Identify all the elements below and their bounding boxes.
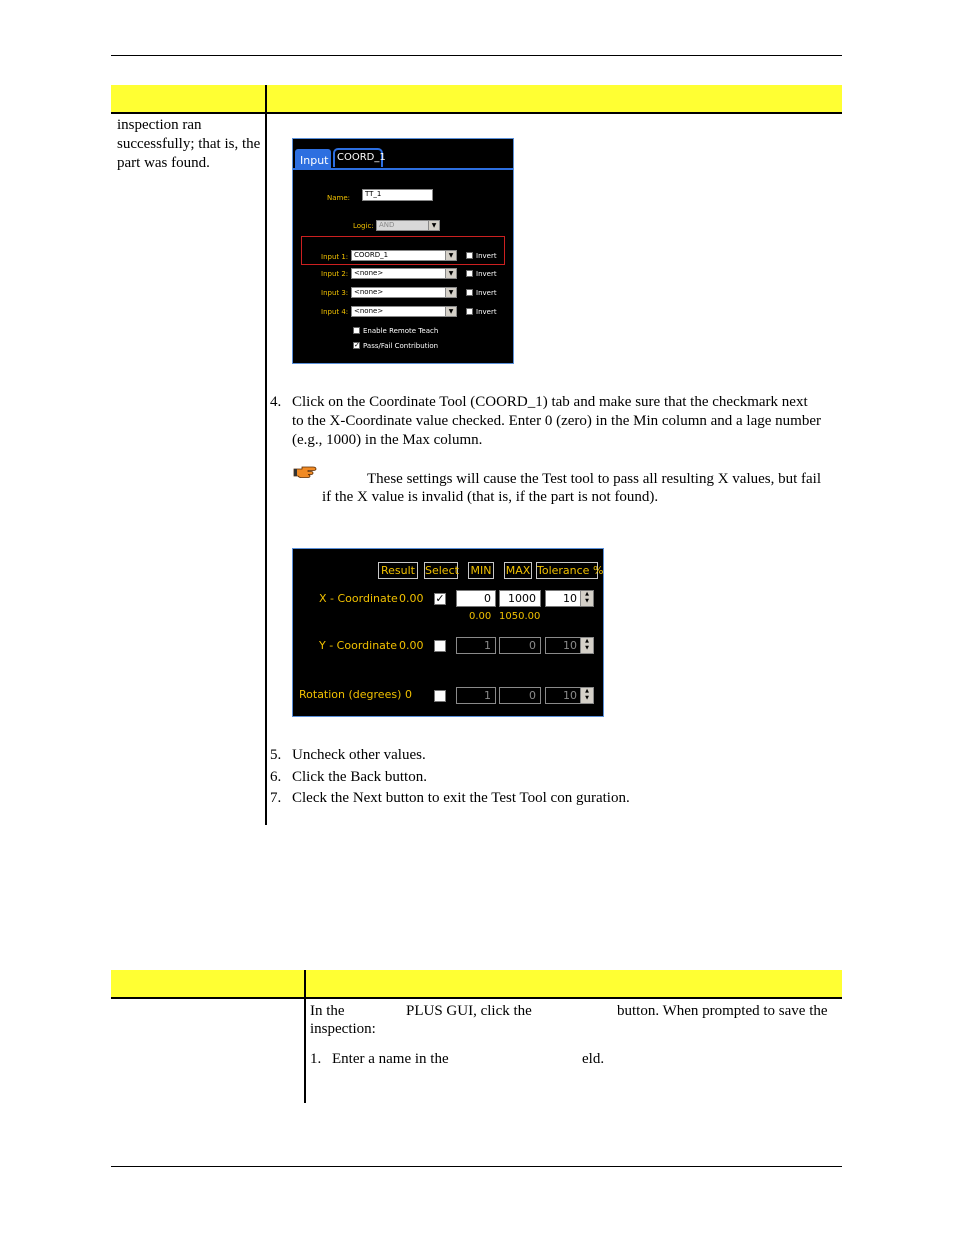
note-line: if the X value is invalid (that is, if the part is not found). — [322, 489, 659, 505]
input-4-invert-checkbox[interactable] — [466, 308, 473, 315]
x-coordinate-current-min: 0.00 — [469, 611, 492, 622]
x-coordinate-result: 0.00 — [399, 592, 424, 605]
table2-step-1-number: 1. — [310, 1051, 322, 1067]
enable-remote-teach-label: Enable Remote Teach — [363, 327, 439, 335]
table2-column-divider — [304, 970, 306, 1103]
x-coordinate-max-input[interactable]: 1000 — [499, 590, 541, 607]
x-coordinate-label: X - Coordinate — [319, 592, 398, 605]
y-coordinate-result: 0.00 — [399, 639, 424, 652]
x-coordinate-tolerance-stepper[interactable] — [545, 590, 594, 607]
select-header[interactable]: Select — [425, 564, 459, 577]
y-coordinate-min-input[interactable]: 1 — [456, 637, 496, 654]
input-1-select[interactable] — [351, 250, 457, 261]
step-4-line: to the X-Coordinate value checked. Enter 0 (zero) in the Min column and a lage number — [292, 413, 821, 429]
coordinate-panel-screenshot — [292, 548, 604, 717]
x-coordinate-current-max: 1050.00 — [499, 611, 541, 622]
table2-text: PLUS GUI, click the — [406, 1003, 532, 1019]
table2-header-divider — [111, 997, 842, 999]
spinner-arrows-icon[interactable]: ▲ ▼ — [580, 591, 593, 606]
table1-header-bar — [111, 85, 842, 112]
input-2-invert-label: Invert — [476, 270, 497, 278]
logic-select-value: AND — [379, 221, 395, 229]
step-4-number: 4. — [270, 394, 282, 410]
step-5-number: 5. — [270, 747, 282, 763]
x-coordinate-select-checkbox[interactable]: ✓ — [435, 592, 445, 605]
rotation-max-input[interactable]: 0 — [499, 687, 541, 704]
step-6-text: Click the Back button. — [292, 769, 427, 785]
min-header[interactable]: MIN — [468, 562, 494, 579]
input-4-select[interactable] — [351, 306, 457, 317]
max-header[interactable]: MAX — [505, 564, 531, 577]
input-3-invert-label: Invert — [476, 289, 497, 297]
table2-text: In the — [310, 1003, 345, 1019]
step-7-number: 7. — [270, 790, 282, 806]
spinner-arrows-icon[interactable]: ▲ ▼ — [580, 688, 593, 703]
pass-fail-label: Pass/Fail Contribution — [363, 342, 439, 350]
y-coordinate-tolerance-stepper[interactable] — [545, 637, 594, 654]
input-2-value: <none> — [354, 269, 384, 277]
input-3-value: <none> — [354, 288, 384, 296]
rotation-tolerance-stepper[interactable] — [545, 687, 594, 704]
table1-header-divider — [111, 112, 842, 114]
rotation-min-input[interactable]: 1 — [456, 687, 496, 704]
input-3-label: Input 3: — [321, 289, 349, 297]
step-4-line: Click on the Coordinate Tool (COORD_1) tab and make sure that the checkmark next — [292, 394, 808, 410]
left-text-line: successfully; that is, the — [117, 136, 261, 152]
chevron-down-icon: ▼ — [445, 251, 456, 260]
tab-coord-1[interactable]: COORD_1 — [333, 148, 383, 167]
tolerance-header[interactable]: Tolerance % — [537, 564, 604, 577]
tab-input[interactable]: Input — [295, 149, 331, 169]
chevron-down-icon: ▼ — [445, 269, 456, 278]
table1-column-divider — [265, 85, 267, 825]
input-1-value: COORD_1 — [354, 251, 389, 259]
chevron-down-icon: ▼ — [445, 307, 456, 316]
logic-select[interactable] — [376, 220, 440, 231]
step-7-text: Cleck the Next button to exit the Test Tool con guration. — [292, 790, 630, 806]
input-1-invert-checkbox[interactable] — [466, 252, 473, 259]
table2-text: inspection: — [310, 1021, 376, 1037]
y-coordinate-max-input[interactable]: 0 — [499, 637, 541, 654]
rotation-result: 0 — [405, 688, 412, 701]
y-coordinate-tolerance-value: 10 — [563, 639, 577, 652]
pass-fail-checkbox[interactable]: ✓ — [354, 341, 360, 349]
input-2-select[interactable] — [351, 268, 457, 279]
input-4-value: <none> — [354, 307, 384, 315]
footer-rule — [111, 1166, 842, 1167]
step-6-number: 6. — [270, 769, 282, 785]
name-label: Name: — [327, 194, 351, 202]
logic-label: Logic: — [353, 222, 374, 230]
input-2-label: Input 2: — [321, 270, 349, 278]
input-panel-screenshot — [292, 138, 514, 364]
header-rule — [111, 55, 842, 56]
table2-text: button. When prompted to save the — [617, 1003, 828, 1019]
rotation-select-checkbox[interactable] — [434, 690, 446, 702]
spinner-arrows-icon[interactable]: ▲ ▼ — [580, 638, 593, 653]
table2-header-bar — [111, 970, 842, 997]
y-coordinate-select-checkbox[interactable] — [434, 640, 446, 652]
input-4-label: Input 4: — [321, 308, 349, 316]
input-4-invert-label: Invert — [476, 308, 497, 316]
chevron-down-icon: ▼ — [428, 221, 439, 230]
enable-remote-teach-checkbox[interactable] — [353, 327, 360, 334]
table2-step-1-text: eld. — [582, 1051, 605, 1067]
input-2-invert-checkbox[interactable] — [466, 270, 473, 277]
name-field[interactable]: TT_1 — [362, 189, 433, 201]
result-header[interactable]: Result — [378, 562, 418, 579]
input-3-invert-checkbox[interactable] — [466, 289, 473, 296]
step-4-line: (e.g., 1000) in the Max column. — [292, 432, 483, 448]
x-coordinate-tolerance-value: 10 — [563, 592, 577, 605]
rotation-label: Rotation (degrees) — [299, 688, 402, 701]
note-line: These settings will cause the Test tool to pass all resulting X values, but fail — [367, 471, 822, 487]
table2-step-1-text: Enter a name in the — [332, 1051, 449, 1067]
input-1-invert-label: Invert — [476, 252, 497, 260]
left-text-line: part was found. — [117, 155, 210, 171]
chevron-down-icon: ▼ — [445, 288, 456, 297]
input-3-select[interactable] — [351, 287, 457, 298]
y-coordinate-label: Y - Coordinate — [319, 639, 397, 652]
x-coordinate-min-input[interactable]: 0 — [456, 590, 496, 607]
left-text-line: inspection ran — [117, 117, 202, 133]
input-1-label: Input 1: — [321, 253, 349, 261]
step-5-text: Uncheck other values. — [292, 747, 426, 763]
rotation-tolerance-value: 10 — [563, 689, 577, 702]
pointing-hand-icon — [293, 465, 317, 479]
